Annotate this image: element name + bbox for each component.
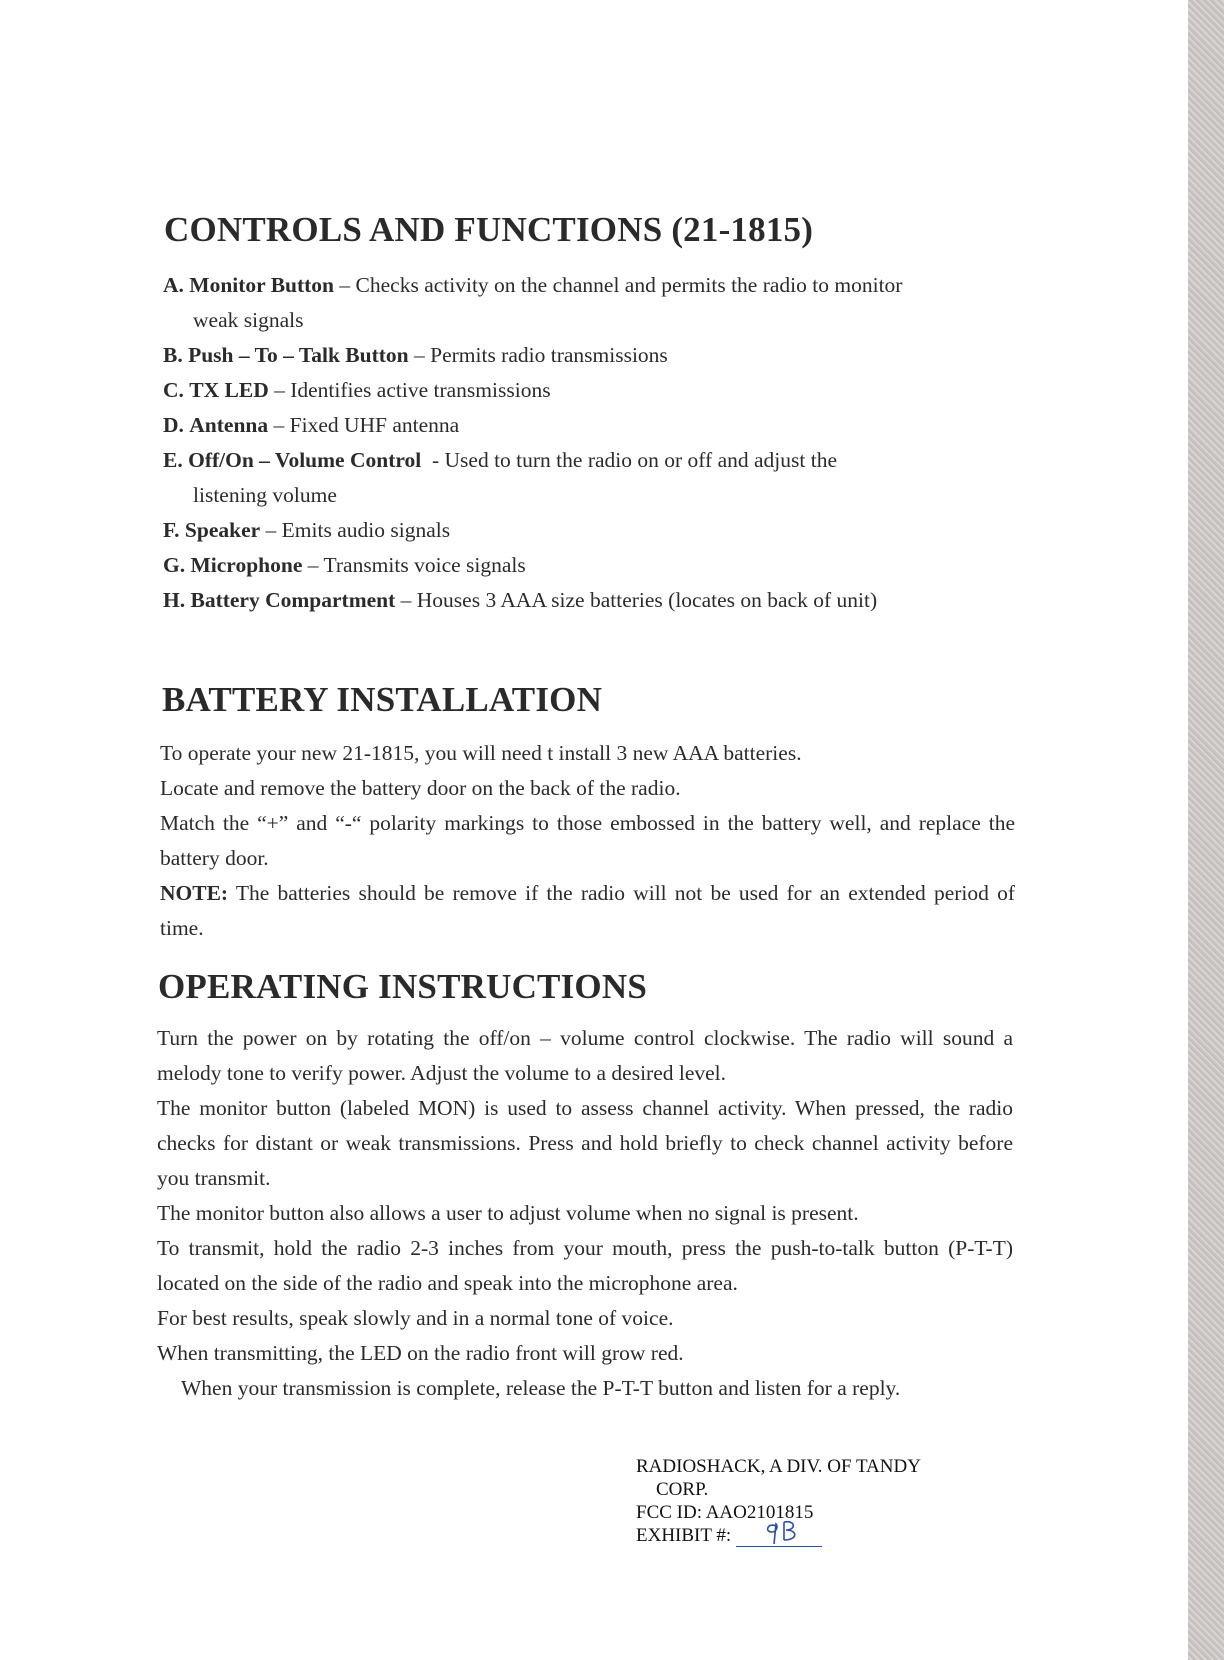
control-item [163,513,1021,548]
control-desc: – Permits radio transmissions [408,343,668,367]
operating-paragraph: When your transmission is complete, release the P-T-T button and listen for a reply. [181,1376,901,1400]
operating-paragraph: The monitor button (labeled MON) is used to assess channel activity. When pressed, the radio checks for distant or weak transmissions. Press and hold briefly to check channel activity before you transmit. [157,1096,1013,1190]
control-item [163,268,1021,338]
battery-paragraph: Match the “+” and “-“ polarity markings to those embossed in the battery well, and replace the battery door. [160,811,1015,870]
control-letter: G. [163,553,186,577]
control-desc: – Emits audio signals [260,518,451,542]
control-item [163,548,1021,583]
battery-heading: BATTERY INSTALLATION [162,680,603,719]
control-desc: – Fixed UHF antenna [268,413,460,437]
control-letter: A. [163,273,184,297]
control-term: Antenna [189,413,269,437]
controls-heading: CONTROLS AND FUNCTIONS (21-1815) [164,210,814,249]
control-desc: – Checks activity on the channel and permits the radio to monitor [334,273,903,297]
control-letter: H. [163,588,186,612]
control-desc: - Used to turn the radio on or off and adjust the [421,448,838,472]
control-letter: E. [163,448,183,472]
control-term: Off/On – Volume Control [188,448,422,472]
control-desc-cont: weak signals [193,308,304,332]
note-text: The batteries should be remove if the radio will not be used for an extended period of time. [160,881,1015,940]
company-name-cont: CORP. [656,1479,709,1500]
control-letter: F. [163,518,180,542]
control-term: Monitor Button [189,273,335,297]
operating-heading: OPERATING INSTRUCTIONS [158,967,647,1006]
control-item [163,373,1021,408]
operating-paragraph: The monitor button also allows a user to adjust volume when no signal is present. [157,1201,859,1225]
scan-edge-strip [1188,0,1224,1660]
fcc-id: FCC ID: AAO2101815 [636,1502,814,1523]
control-desc: – Transmits voice signals [302,553,526,577]
operating-paragraph: For best results, speak slowly and in a normal tone of voice. [157,1306,674,1330]
control-desc-cont: listening volume [193,483,337,507]
control-desc: – Identifies active transmissions [268,378,551,402]
control-item [163,408,1021,443]
control-letter: D. [163,413,184,437]
control-letter: C. [163,378,184,402]
control-item [163,583,1021,618]
battery-paragraph: To operate your new 21-1815, you will need t install 3 new AAA batteries. [160,741,802,765]
exhibit-handwritten-value [736,1526,822,1547]
battery-section [160,736,1015,946]
note-label: NOTE: [160,881,229,905]
controls-list [163,268,1021,618]
battery-paragraph: Locate and remove the battery door on the back of the radio. [160,776,681,800]
exhibit-line [636,1524,921,1547]
footer-block [636,1455,921,1547]
exhibit-label: EXHIBIT #: [636,1525,732,1546]
control-term: Battery Compartment [190,588,396,612]
control-term: TX LED [189,378,269,402]
operating-paragraph: Turn the power on by rotating the off/on – volume control clockwise. The radio will sound a melody tone to verify power. Adjust the volume to a desired level. [157,1026,1013,1085]
operating-paragraph: To transmit, hold the radio 2-3 inches from your mouth, press the push-to-talk button (P-T-T) located on the side of the radio and speak into the microphone area. [157,1236,1013,1295]
control-letter: B. [163,343,183,367]
control-term: Speaker [184,518,261,542]
control-item [163,443,1021,513]
control-desc: – Houses 3 AAA size batteries (locates on back of unit) [395,588,878,612]
company-name: RADIOSHACK, A DIV. OF TANDY [636,1456,921,1477]
operating-paragraph: When transmitting, the LED on the radio front will grow red. [157,1341,684,1365]
control-term: Microphone [190,553,303,577]
control-term: Push – To – Talk Button [188,343,409,367]
operating-section [157,1021,1013,1406]
battery-note [160,876,1015,946]
control-item [163,338,1021,373]
